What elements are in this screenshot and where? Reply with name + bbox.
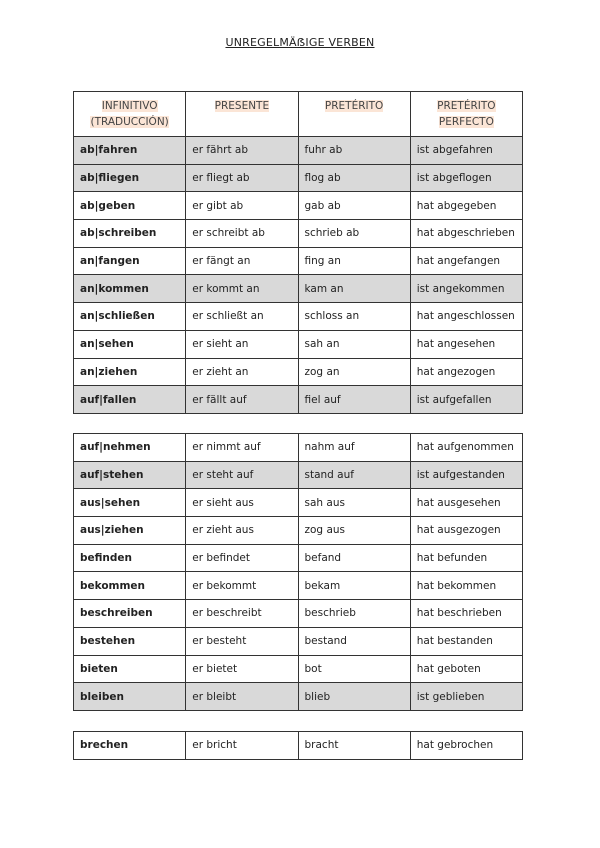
cell-presente: er nimmt auf [186, 434, 298, 462]
cell-infinitivo: an|fangen [74, 247, 186, 275]
cell-preterito: blieb [298, 683, 410, 711]
table-row [74, 489, 523, 517]
cell-preterito: kam an [298, 275, 410, 303]
cell-presente: er beschreibt [186, 600, 298, 628]
table-row [74, 386, 523, 414]
cell-infinitivo: auf|fallen [74, 386, 186, 414]
verb-table-3 [73, 731, 523, 760]
cell-preterito: bekam [298, 572, 410, 600]
cell-presente: er fängt an [186, 247, 298, 275]
cell-preterito: gab ab [298, 192, 410, 220]
cell-infinitivo: befinden [74, 544, 186, 572]
cell-preterito: fing an [298, 247, 410, 275]
cell-presente: er sieht aus [186, 489, 298, 517]
cell-preterito: fuhr ab [298, 137, 410, 165]
cell-preterito: stand auf [298, 461, 410, 489]
cell-perfecto: hat angeschlossen [410, 303, 522, 331]
cell-preterito: flog ab [298, 164, 410, 192]
table-row [74, 247, 523, 275]
cell-perfecto: hat angesehen [410, 330, 522, 358]
header-preterito-label: PRETÉRITO [324, 100, 384, 112]
verb-table-1 [73, 91, 523, 414]
cell-infinitivo: aus|ziehen [74, 517, 186, 545]
cell-infinitivo: bleiben [74, 683, 186, 711]
cell-perfecto: hat abgegeben [410, 192, 522, 220]
cell-perfecto: hat befunden [410, 544, 522, 572]
cell-infinitivo: brechen [74, 732, 186, 760]
table-row [74, 517, 523, 545]
cell-infinitivo: bestehen [74, 627, 186, 655]
cell-preterito: sah aus [298, 489, 410, 517]
cell-perfecto: hat ausgesehen [410, 489, 522, 517]
cell-infinitivo: aus|sehen [74, 489, 186, 517]
cell-perfecto: ist abgeflogen [410, 164, 522, 192]
cell-preterito: schloss an [298, 303, 410, 331]
header-preterito [298, 92, 410, 137]
cell-perfecto: hat ausgezogen [410, 517, 522, 545]
cell-preterito: bracht [298, 732, 410, 760]
table-row [74, 192, 523, 220]
table-row [74, 655, 523, 683]
table-row [74, 683, 523, 711]
table-row [74, 461, 523, 489]
cell-perfecto: ist aufgestanden [410, 461, 522, 489]
cell-infinitivo: an|schließen [74, 303, 186, 331]
cell-infinitivo: bieten [74, 655, 186, 683]
cell-perfecto: ist aufgefallen [410, 386, 522, 414]
cell-preterito: fiel auf [298, 386, 410, 414]
cell-presente: er befindet [186, 544, 298, 572]
cell-preterito: befand [298, 544, 410, 572]
cell-perfecto: hat aufgenommen [410, 434, 522, 462]
cell-infinitivo: auf|stehen [74, 461, 186, 489]
table-row [74, 544, 523, 572]
table-header-row [74, 92, 523, 137]
cell-infinitivo: an|kommen [74, 275, 186, 303]
cell-preterito: schrieb ab [298, 220, 410, 248]
cell-perfecto: hat beschrieben [410, 600, 522, 628]
table-row [74, 275, 523, 303]
table-row [74, 572, 523, 600]
cell-presente: er zieht an [186, 358, 298, 386]
cell-presente: er bricht [186, 732, 298, 760]
table-row [74, 220, 523, 248]
cell-preterito: zog aus [298, 517, 410, 545]
header-preterito-perfecto-label-1: PRETÉRITO [437, 100, 496, 112]
cell-infinitivo: auf|nehmen [74, 434, 186, 462]
cell-presente: er fährt ab [186, 137, 298, 165]
header-infinitivo [74, 92, 186, 137]
cell-presente: er steht auf [186, 461, 298, 489]
header-infinitivo-label: INFINITIVO [101, 100, 158, 112]
cell-preterito: bot [298, 655, 410, 683]
cell-presente: er fliegt ab [186, 164, 298, 192]
cell-perfecto: ist angekommen [410, 275, 522, 303]
cell-perfecto: hat angefangen [410, 247, 522, 275]
cell-presente: er bekommt [186, 572, 298, 600]
cell-infinitivo: ab|fahren [74, 137, 186, 165]
cell-perfecto: ist abgefahren [410, 137, 522, 165]
table-row [74, 303, 523, 331]
table-row [74, 137, 523, 165]
cell-infinitivo: ab|schreiben [74, 220, 186, 248]
table-row [74, 732, 523, 760]
cell-perfecto: hat bestanden [410, 627, 522, 655]
cell-perfecto: ist geblieben [410, 683, 522, 711]
table-row [74, 627, 523, 655]
cell-infinitivo: bekommen [74, 572, 186, 600]
header-traduccion-label: (TRADUCCIÓN) [90, 116, 169, 128]
cell-presente: er schreibt ab [186, 220, 298, 248]
cell-preterito: zog an [298, 358, 410, 386]
cell-perfecto: hat bekommen [410, 572, 522, 600]
cell-perfecto: hat geboten [410, 655, 522, 683]
table-row [74, 600, 523, 628]
verb-table-2 [73, 433, 523, 711]
cell-infinitivo: an|ziehen [74, 358, 186, 386]
cell-presente: er zieht aus [186, 517, 298, 545]
cell-presente: er sieht an [186, 330, 298, 358]
table-row [74, 164, 523, 192]
cell-perfecto: hat abgeschrieben [410, 220, 522, 248]
header-presente [186, 92, 298, 137]
cell-infinitivo: ab|geben [74, 192, 186, 220]
cell-presente: er besteht [186, 627, 298, 655]
cell-perfecto: hat gebrochen [410, 732, 522, 760]
cell-preterito: sah an [298, 330, 410, 358]
header-preterito-perfecto [410, 92, 522, 137]
header-preterito-perfecto-label-2: PERFECTO [438, 116, 494, 128]
table-row [74, 358, 523, 386]
cell-perfecto: hat angezogen [410, 358, 522, 386]
cell-presente: er bietet [186, 655, 298, 683]
cell-presente: er gibt ab [186, 192, 298, 220]
table-row [74, 434, 523, 462]
cell-presente: er fällt auf [186, 386, 298, 414]
cell-presente: er schließt an [186, 303, 298, 331]
cell-preterito: beschrieb [298, 600, 410, 628]
cell-infinitivo: beschreiben [74, 600, 186, 628]
cell-infinitivo: an|sehen [74, 330, 186, 358]
cell-infinitivo: ab|fliegen [74, 164, 186, 192]
header-presente-label: PRESENTE [214, 100, 270, 112]
page-title: UNREGELMÄẞIGE VERBEN [225, 36, 375, 49]
cell-preterito: nahm auf [298, 434, 410, 462]
cell-presente: er bleibt [186, 683, 298, 711]
cell-preterito: bestand [298, 627, 410, 655]
cell-presente: er kommt an [186, 275, 298, 303]
table-row [74, 330, 523, 358]
